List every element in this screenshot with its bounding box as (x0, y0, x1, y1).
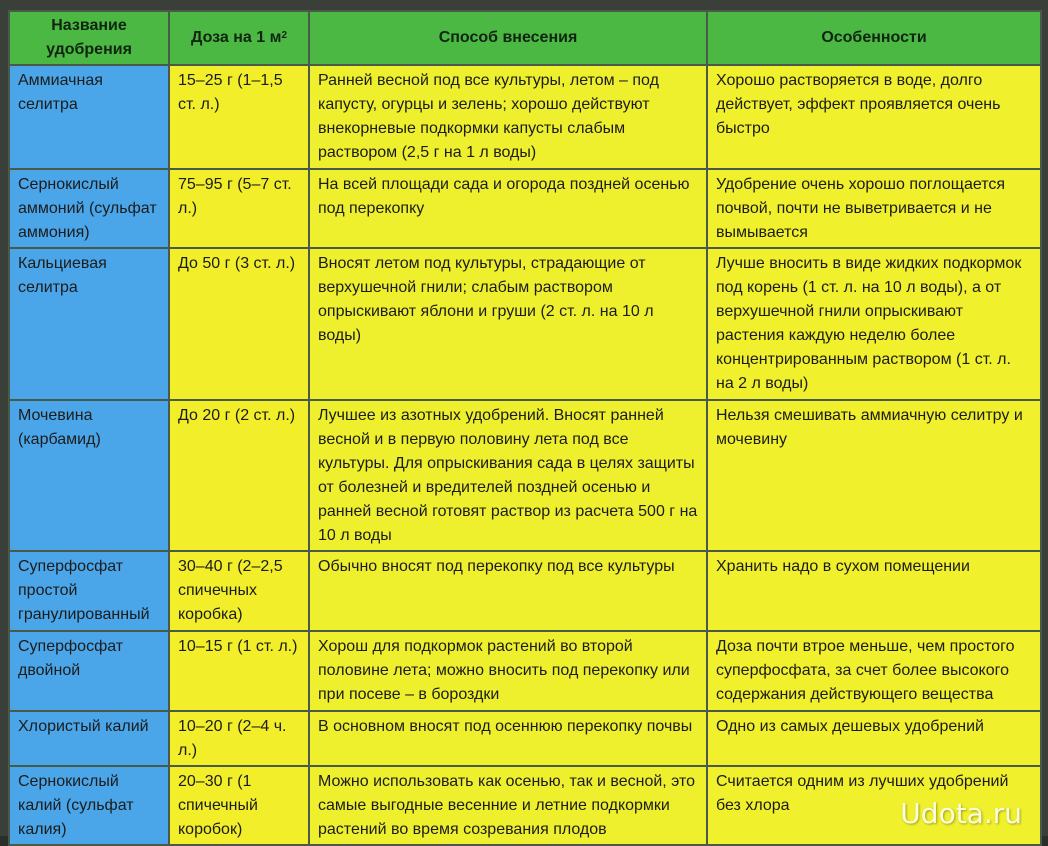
cell-method: В основном вносят под осеннюю перекопку почвы (309, 711, 707, 766)
watermark: Udota.ru (900, 797, 1022, 830)
cell-name: Хлористый калий (9, 711, 169, 766)
cell-name: Суперфосфат двойной (9, 631, 169, 711)
cell-dose: До 20 г (2 ст. л.) (169, 400, 309, 551)
cell-name: Аммиачная селитра (9, 65, 169, 169)
header-notes: Особенности (707, 11, 1041, 65)
table-row (9, 631, 1041, 711)
cell-dose: 75–95 г (5–7 ст. л.) (169, 169, 309, 248)
cell-dose: 30–40 г (2–2,5 спичечных коробка) (169, 551, 309, 631)
cell-notes: Хранить надо в сухом помещении (707, 551, 1041, 631)
cell-method: Можно использовать как осенью, так и весной, это самые выгодные весенние и летние подкормки растений во время созревания плодов (309, 766, 707, 845)
cell-notes: Лучше вносить в виде жидких подкормок под корень (1 ст. л. на 10 л воды), а от верхушечной гнили опрыскивают растения каждую неделю более концентрированным раствором (1 ст. л. на 2 л воды) (707, 248, 1041, 400)
table-row (9, 400, 1041, 551)
cell-method: Лучшее из азотных удобрений. Вносят ранней весной и в первую половину лета под все культуры. Для опрыскивания сада в целях защиты от болезней и вредителей поздней осенью и ранней весной готовят раствор из расчета 500 г на 10 л воды (309, 400, 707, 551)
fertilizer-table (8, 10, 1042, 846)
table-row (9, 551, 1041, 631)
cell-dose: 10–15 г (1 ст. л.) (169, 631, 309, 711)
header-method: Способ внесения (309, 11, 707, 65)
table-row (9, 766, 1041, 845)
table-row (9, 169, 1041, 248)
cell-method: На всей площади сада и огорода поздней осенью под перекопку (309, 169, 707, 248)
cell-dose: До 50 г (3 ст. л.) (169, 248, 309, 400)
cell-method: Вносят летом под культуры, страдающие от верхушечной гнили; слабым раствором опрыскивают яблони и груши (2 ст. л. на 10 л воды) (309, 248, 707, 400)
cell-notes: Удобрение очень хорошо поглощается почвой, почти не выветривается и не вымывается (707, 169, 1041, 248)
cell-method: Обычно вносят под перекопку под все культуры (309, 551, 707, 631)
header-dose-text: Доза на 1 м (191, 29, 282, 46)
cell-notes: Хорошо растворяется в воде, долго действует, эффект проявляется очень быстро (707, 65, 1041, 169)
table-row (9, 65, 1041, 169)
cell-notes: Нельзя смешивать аммиачную селитру и мочевину (707, 400, 1041, 551)
header-dose-sup: 2 (281, 30, 287, 41)
table-row (9, 248, 1041, 400)
cell-name: Кальциевая селитра (9, 248, 169, 400)
cell-notes: Одно из самых дешевых удобрений (707, 711, 1041, 766)
cell-name: Суперфосфат простой гранулированный (9, 551, 169, 631)
header-row (9, 11, 1041, 65)
cell-dose: 10–20 г (2–4 ч. л.) (169, 711, 309, 766)
cell-method: Ранней весной под все культуры, летом – под капусту, огурцы и зелень; хорошо действуют внекорневые подкормки капусты слабым раствором (2,5 г на 1 л воды) (309, 65, 707, 169)
cell-method: Хорош для подкормок растений во второй половине лета; можно вносить под перекопку или при посеве – в бороздки (309, 631, 707, 711)
cell-name: Мочевина (карбамид) (9, 400, 169, 551)
cell-dose: 20–30 г (1 спичечный коробок) (169, 766, 309, 845)
header-name: Название удобрения (9, 11, 169, 65)
cell-dose: 15–25 г (1–1,5 ст. л.) (169, 65, 309, 169)
cell-name: Сернокислый аммоний (сульфат аммония) (9, 169, 169, 248)
table-row (9, 711, 1041, 766)
cell-notes: Доза почти втрое меньше, чем простого суперфосфата, за счет более высокого содержания действующего вещества (707, 631, 1041, 711)
cell-notes: Считается одним из лучших удобрений без хлора (707, 766, 1041, 845)
cell-name: Сернокислый калий (сульфат калия) (9, 766, 169, 845)
header-dose (169, 11, 309, 65)
